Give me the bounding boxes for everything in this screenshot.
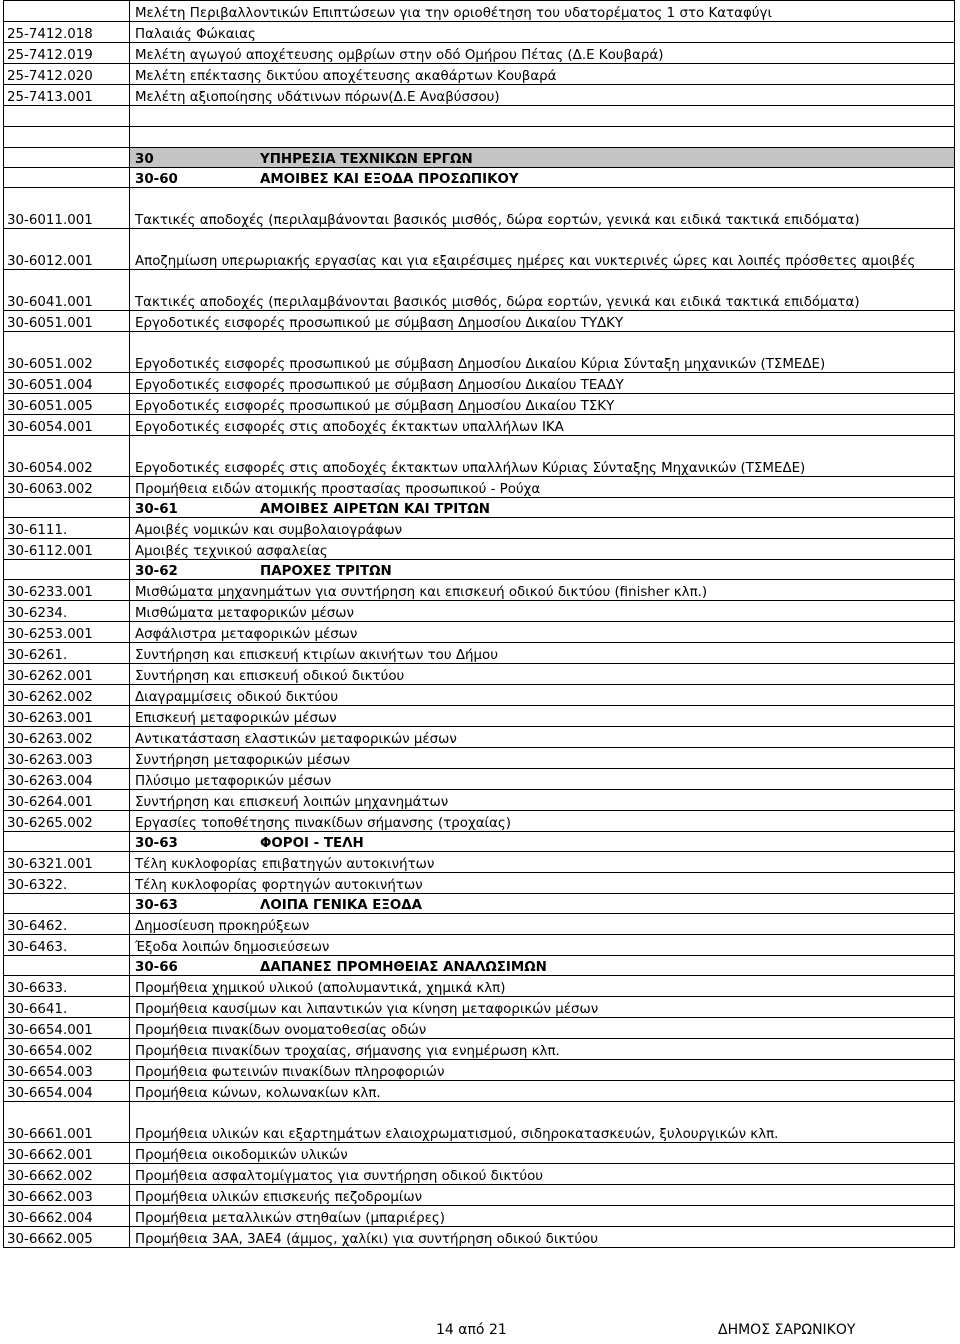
account-description: Αντικατάσταση ελαστικών μεταφορικών μέσων (130, 727, 955, 748)
account-code (4, 560, 130, 580)
account-code: 30-6054.001 (4, 415, 130, 436)
table-row (4, 727, 955, 748)
account-code: 30-6654.003 (4, 1060, 130, 1081)
section-title: ΔΑΠΑΝΕΣ ΠΡΟΜΗΘΕΙΑΣ ΑΝΑΛΩΣΙΜΩΝ (260, 960, 547, 975)
account-code: 30-6662.003 (4, 1185, 130, 1206)
table-row (4, 1, 955, 22)
account-description: Προμήθεια οικοδομικών υλικών (130, 1143, 955, 1164)
account-code: 30-6662.002 (4, 1164, 130, 1185)
section-title: ΑΜΟΙΒΕΣ ΚΑΙ ΕΞΟΔΑ ΠΡΟΣΩΠΙΚΟΥ (260, 172, 519, 187)
account-code: 30-6641. (4, 997, 130, 1018)
account-code: 30-6662.004 (4, 1206, 130, 1227)
account-description: Μισθώματα μεταφορικών μέσων (130, 601, 955, 622)
account-description: Ασφάλιστρα μεταφορικών μέσων (130, 622, 955, 643)
account-code: 25-7412.019 (4, 43, 130, 64)
account-description: Προμήθεια κώνων, κολωνακίων κλπ. (130, 1081, 955, 1102)
section-heading (130, 560, 955, 580)
page-footer (0, 1322, 960, 1342)
section-header-row (4, 168, 955, 188)
account-code: 30-6051.004 (4, 373, 130, 394)
account-code: 30-6111. (4, 518, 130, 539)
table-row (4, 415, 955, 436)
account-code: 30-6263.004 (4, 769, 130, 790)
account-code: 25-7412.018 (4, 22, 130, 43)
section-title: ΥΠΗΡΕΣΙΑ ΤΕΧΝΙΚΩΝ ΕΡΓΩΝ (260, 152, 473, 167)
section-heading (130, 832, 955, 852)
account-description: Συντήρηση και επισκευή οδικού δικτύου (130, 664, 955, 685)
account-code: 30-6654.001 (4, 1018, 130, 1039)
account-description: Προμήθεια μεταλλικών στηθαίων (μπαριέρες) (130, 1206, 955, 1227)
section-code: 30-66 (135, 960, 178, 975)
account-description: Μελέτη αγωγού αποχέτευσης ομβρίων στην οδό Ομήρου Πέτας (Δ.Ε Κουβαρά) (130, 43, 955, 64)
account-description: Προμήθεια πινακίδων τροχαίας, σήμανσης για ενημέρωση κλπ. (130, 1039, 955, 1060)
account-code: 30-6654.002 (4, 1039, 130, 1060)
table-row (4, 706, 955, 727)
account-code: 30-6262.002 (4, 685, 130, 706)
table-row (4, 643, 955, 664)
account-description: Τακτικές αποδοχές (περιλαμβάνονται βασικός μισθός, δώρα εορτών, γενικά και ειδικά τακτικά επιδόματα) (130, 270, 955, 311)
account-code: 30-6321.001 (4, 852, 130, 873)
section-heading (130, 956, 955, 976)
account-code: 30-6633. (4, 976, 130, 997)
table-row (4, 976, 955, 997)
account-code (4, 148, 130, 168)
account-code: 30-6233.001 (4, 580, 130, 601)
section-title: ΑΜΟΙΒΕΣ ΑΙΡΕΤΩΝ ΚΑΙ ΤΡΙΤΩΝ (260, 502, 490, 517)
table-row (4, 852, 955, 873)
account-code: 25-7413.001 (4, 85, 130, 106)
table-row (4, 769, 955, 790)
section-header-row (4, 560, 955, 580)
table-row (4, 64, 955, 85)
account-description: Προμήθεια χημικού υλικού (απολυμαντικά, χημικά κλπ) (130, 976, 955, 997)
account-code: 30-6322. (4, 873, 130, 894)
table-row (4, 1039, 955, 1060)
table-row (4, 22, 955, 43)
table-row (4, 1206, 955, 1227)
account-description: Εργοδοτικές εισφορές στις αποδοχές έκτακτων υπαλλήλων ΙΚΑ (130, 415, 955, 436)
account-description: Προμήθεια υλικών και εξαρτημάτων ελαιοχρωματισμού, σιδηροκατασκευών, ξυλουργικών κλπ. (130, 1102, 955, 1143)
section-title: ΠΑΡΟΧΕΣ ΤΡΙΤΩΝ (260, 564, 392, 579)
account-description: Αμοιβές νομικών και συμβολαιογράφων (130, 518, 955, 539)
account-description: Τέλη κυκλοφορίας επιβατηγών αυτοκινήτων (130, 852, 955, 873)
account-code: 30-6253.001 (4, 622, 130, 643)
section-code: 30 (135, 152, 154, 167)
account-description: Εργοδοτικές εισφορές προσωπικού με σύμβαση Δημοσίου Δικαίου Κύρια Σύνταξη μηχανικών (ΤΣΜΕΔΕ) (130, 332, 955, 373)
table-row (4, 664, 955, 685)
table-row (4, 1081, 955, 1102)
table-row (4, 914, 955, 935)
account-description: Τακτικές αποδοχές (περιλαμβάνονται βασικός μισθός, δώρα εορτών, γενικά και ειδικά τακτικά επιδόματα) (130, 188, 955, 229)
account-description: Προμήθεια πινακίδων ονοματοθεσίας οδών (130, 1018, 955, 1039)
account-code: 30-6263.003 (4, 748, 130, 769)
account-description: Προμήθεια ασφαλτομίγματος για συντήρηση οδικού δικτύου (130, 1164, 955, 1185)
table-row (4, 85, 955, 106)
table-row (4, 311, 955, 332)
table-row (4, 373, 955, 394)
account-code: 30-6661.001 (4, 1102, 130, 1143)
account-code (4, 127, 130, 148)
account-code (4, 106, 130, 127)
budget-table (3, 0, 955, 1248)
section-heading (130, 894, 955, 914)
account-code: 30-6662.001 (4, 1143, 130, 1164)
account-code: 30-6662.005 (4, 1227, 130, 1248)
section-code: 30-62 (135, 564, 178, 579)
table-row (4, 1164, 955, 1185)
table-row (4, 790, 955, 811)
section-heading (130, 498, 955, 518)
account-description: Μισθώματα μηχανημάτων για συντήρηση και επισκευή οδικού δικτύου (finisher κλπ.) (130, 580, 955, 601)
account-code: 30-6265.002 (4, 811, 130, 832)
section-code: 30-63 (135, 836, 178, 851)
section-code: 30-60 (135, 172, 178, 187)
account-description: Προμήθεια ειδών ατομικής προστασίας προσωπικού - Ρούχα (130, 477, 955, 498)
table-row (4, 518, 955, 539)
account-description: Εργοδοτικές εισφορές προσωπικού με σύμβαση Δημοσίου Δικαίου ΤΕΑΔΥ (130, 373, 955, 394)
account-description: Πλύσιμο μεταφορικών μέσων (130, 769, 955, 790)
section-code: 30-63 (135, 898, 178, 913)
table-row (4, 1018, 955, 1039)
table-row (4, 394, 955, 415)
table-row (4, 1102, 955, 1143)
table-row (4, 873, 955, 894)
account-code (4, 498, 130, 518)
account-code: 30-6463. (4, 935, 130, 956)
section-title: ΦΟΡΟΙ - ΤΕΛΗ (260, 836, 364, 851)
account-code: 30-6261. (4, 643, 130, 664)
account-description: Δημοσίευση προκηρύξεων (130, 914, 955, 935)
page-number: 14 από 21 (436, 1322, 507, 1338)
section-header-row (4, 148, 955, 168)
account-code: 30-6012.001 (4, 229, 130, 270)
table-row (4, 539, 955, 560)
table-row (4, 601, 955, 622)
account-code: 30-6051.002 (4, 332, 130, 373)
account-description: Μελέτη επέκτασης δικτύου αποχέτευσης ακαθάρτων Κουβαρά (130, 64, 955, 85)
table-row (4, 188, 955, 229)
account-description: Προμήθεια καυσίμων και λιπαντικών για κίνηση μεταφορικών μέσων (130, 997, 955, 1018)
account-code (4, 168, 130, 188)
table-row (4, 997, 955, 1018)
account-code: 30-6051.001 (4, 311, 130, 332)
account-description: Προμήθεια υλικών επισκευής πεζοδρομίων (130, 1185, 955, 1206)
account-description: Εργασίες τοποθέτησης πινακίδων σήμανσης (τροχαίας) (130, 811, 955, 832)
table-row (4, 1143, 955, 1164)
municipality-name: ΔΗΜΟΣ ΣΑΡΩΝΙΚΟΥ (718, 1322, 856, 1338)
account-description: Μελέτη αξιοποίησης υδάτινων πόρων(Δ.Ε Αναβύσσου) (130, 85, 955, 106)
account-description: Τέλη κυκλοφορίας φορτηγών αυτοκινήτων (130, 873, 955, 894)
table-row (4, 811, 955, 832)
section-title: ΛΟΙΠΑ ΓΕΝΙΚΑ ΕΞΟΔΑ (260, 898, 422, 913)
account-description: Εργοδοτικές εισφορές προσωπικού με σύμβαση Δημοσίου Δικαίου ΤΣΚΥ (130, 394, 955, 415)
account-code: 30-6262.001 (4, 664, 130, 685)
account-code: 30-6234. (4, 601, 130, 622)
section-header-row (4, 956, 955, 976)
section-heading (130, 168, 955, 188)
section-header-row (4, 498, 955, 518)
account-description: Παλαιάς Φώκαιας (130, 22, 955, 43)
account-description: Αμοιβές τεχνικού ασφαλείας (130, 539, 955, 560)
section-header-row (4, 894, 955, 914)
account-code: 30-6063.002 (4, 477, 130, 498)
table-row (4, 935, 955, 956)
account-code: 30-6264.001 (4, 790, 130, 811)
account-code: 30-6051.005 (4, 394, 130, 415)
table-row (4, 436, 955, 477)
account-description: Εργοδοτικές εισφορές προσωπικού με σύμβαση Δημοσίου Δικαίου ΤΥΔΚΥ (130, 311, 955, 332)
account-description: Συντήρηση και επισκευή κτιρίων ακινήτων του Δήμου (130, 643, 955, 664)
account-description (130, 127, 955, 148)
table-row (4, 43, 955, 64)
table-row (4, 332, 955, 373)
account-code (4, 894, 130, 914)
account-code (4, 832, 130, 852)
table-row (4, 229, 955, 270)
table-row (4, 1060, 955, 1081)
account-code: 30-6263.002 (4, 727, 130, 748)
account-code: 25-7412.020 (4, 64, 130, 85)
account-description: Μελέτη Περιβαλλοντικών Επιπτώσεων για την οριοθέτηση του υδατορέματος 1 στο Καταφύγι (130, 1, 955, 22)
table-row (4, 685, 955, 706)
section-header-row (4, 832, 955, 852)
table-row (4, 270, 955, 311)
table-row (4, 127, 955, 148)
account-code: 30-6011.001 (4, 188, 130, 229)
table-row (4, 1227, 955, 1248)
account-code: 30-6054.002 (4, 436, 130, 477)
account-code (4, 1, 130, 22)
section-heading (130, 148, 955, 168)
account-description: Αποζημίωση υπερωριακής εργασίας και για εξαιρέσιμες ημέρες και νυκτερινές ώρες και λοιπές πρόσθετες αμοιβές (130, 229, 955, 270)
account-description: Εργοδοτικές εισφορές στις αποδοχές έκτακτων υπαλλήλων Κύριας Σύνταξης Μηχανικών (ΤΣΜΕΔΕ) (130, 436, 955, 477)
account-description: Διαγραμμίσεις οδικού δικτύου (130, 685, 955, 706)
account-code: 30-6654.004 (4, 1081, 130, 1102)
account-description: Έξοδα λοιπών δημοσιεύσεων (130, 935, 955, 956)
account-code: 30-6041.001 (4, 270, 130, 311)
table-row (4, 477, 955, 498)
account-code: 30-6112.001 (4, 539, 130, 560)
account-description: Προμήθεια φωτεινών πινακίδων πληροφοριών (130, 1060, 955, 1081)
table-row (4, 748, 955, 769)
account-code: 30-6462. (4, 914, 130, 935)
account-description (130, 106, 955, 127)
table-row (4, 1185, 955, 1206)
account-code: 30-6263.001 (4, 706, 130, 727)
account-description: Προμήθεια 3ΑΑ, 3ΑΕ4 (άμμος, χαλίκι) για συντήρηση οδικού δικτύου (130, 1227, 955, 1248)
table-row (4, 622, 955, 643)
account-description: Συντήρηση μεταφορικών μέσων (130, 748, 955, 769)
table-row (4, 106, 955, 127)
account-code (4, 956, 130, 976)
account-description: Επισκευή μεταφορικών μέσων (130, 706, 955, 727)
section-code: 30-61 (135, 502, 178, 517)
account-description: Συντήρηση και επισκευή λοιπών μηχανημάτων (130, 790, 955, 811)
table-row (4, 580, 955, 601)
